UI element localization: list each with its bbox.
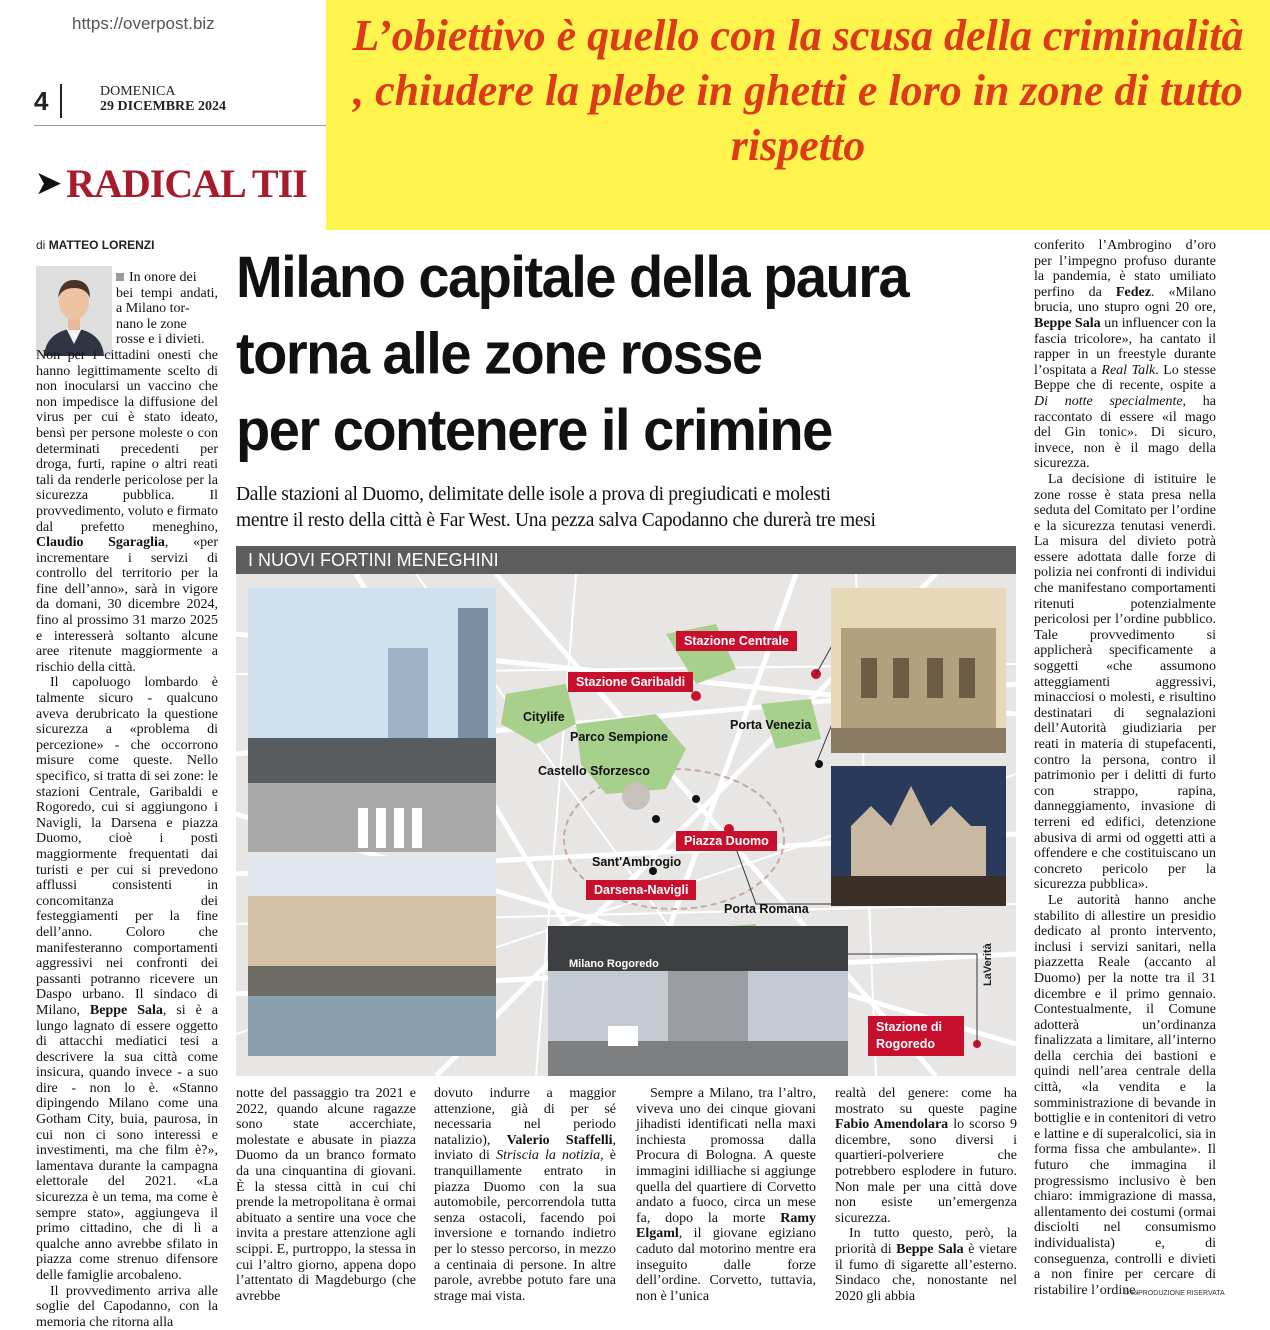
place-citylife: Citylife <box>523 710 565 724</box>
section-title: ➤ RADICAL TII <box>36 161 307 206</box>
photo-piazza-duomo <box>831 766 1006 906</box>
section-arrow-icon: ➤ <box>36 167 61 200</box>
photo-stazione-rogoredo <box>548 926 848 1076</box>
article-column-2: notte del passaggio tra 2021 e 2022, quando alcune ragazze sono state accerchiate, molestate e abusate in piazza Duomo da un branco formato da una cinquantina di giovani. È la stessa città in cui chi prende la metropolitana è ormai abituato a sentire una voce che invita a prestare attenzione agli scippi. E, purtroppo, la stessa in cui l’altro giorno, appena dopo l’attentato di Magdeburgo (che avrebbe <box>236 1086 416 1304</box>
place-castello-sforzesco: Castello Sforzesco <box>538 764 650 778</box>
photo-stazione-garibaldi <box>248 588 496 852</box>
graphic-title: I NUOVI FORTINI MENEGHINI <box>236 546 1016 574</box>
article-column-4: Sempre a Milano, tra l’altro, viveva uno dei cinque giovani jihadisti identificati nella maxi inchiesta promossa dalla Procura di Bologna. A queste immagini idilliache si aggiunge quella del quartiere di Corvetto andato a fuoco, circa un mese fa, dopo la morte Ramy Elgaml, il giovane egiziano caduto dal motorino mentre era inseguito dalle forze dell’ordine. Corvetto, tuttavia, non è l’unica <box>636 1086 817 1304</box>
photo-stazione-centrale <box>831 588 1006 753</box>
lead-square-icon <box>116 273 124 281</box>
article-column-6: conferito l’Ambrogino d’oro per l’impegno profuso durante la pandemia, è stato umiliato perfino da Fedez. «Milano brucia, uno stupro ogni 20 ore, Beppe Sala un influencer con la fascia tricolore», ha cantato il rapper in un freestyle durante l’ospitata a Real Talk. Lo stesse Beppe che di recente, ospite a Di notte specialmente, ha raccontato di essere «il mago del Gin tonic». Di sicuro, invece, non è il mago della sicurezza. La decisione di istituire le zone rosse è stata presa nella seduta del Comitato per l’ordine e la sicurezza tenutasi venerdì. La misura del divieto potrà essere adottata dalle forze di polizia nei confronti di individui che manifestano comportamenti ritenuti potenzialmente pericolosi per l’ordine pubblico. Tale provvedimento si applicherà specificamente a soggetti «che assumono atteggiamenti aggressivi, minacciosi o molesti, e risultino destinatari di segnalazioni dell’Autorità giudiziaria per reati in materia di stupefacenti, contro la persona, contro il patrimonio per i delitti di furto con strappo, rapina, danneggiamento, invasione di terreni ed edifici, detenzione abusiva di armi od oggetti atti a offendere e che costituiscano un concreto pericolo per la sicurezza pubblica». Le autorità hanno anche stabilito di allestire un presidio dedicato al pronto intervento, inclusi i servizi sanitari, nella piazzetta Reale (accanto al Duomo) per la notte tra il 31 dicembre e il primo gennaio. Contestualmente, il Comune adotterà un’ordinanza finalizzata a limitare, all’interno della cerchia dei bastioni e quindi nell’area centrale della città, «la vendita e la somministrazione di bevande in bottiglie e in contenitori di vetro e lattine e di superalcolici, sia in forma fissa che ambulante». Il futuro che immagina il progressismo inclusivo è ben chiaro: immigrazione di massa, allentamento dei costumi (ormai disciolti nel consumismo individualista) e, di conseguenza, controlli e divieti a non finire per cercare di ristabilire l’ordine. <box>1034 238 1217 1298</box>
subheadline: Dalle stazioni al Duomo, delimitate delle isole a prova di pregiudicati e molesti mentre il resto della città è Far West. Una pezza salva Capodanno che durerà tre mesi <box>236 484 876 531</box>
zone-stazione-garibaldi: Stazione Garibaldi <box>568 672 693 692</box>
paragraph: Il provvedimento arriva alle soglie del Capodanno, con la memoria che ritorna alla <box>36 1283 218 1330</box>
page-divider <box>60 84 62 118</box>
date-full: 29 DICEMBRE 2024 <box>100 99 227 114</box>
photo-darsena <box>248 856 496 1056</box>
headline: Milano capitale della paura torna alle zone rosse per contenere il crimine <box>236 243 909 463</box>
source-url[interactable]: https://overpost.biz <box>72 14 215 33</box>
date-day: DOMENICA <box>100 84 176 99</box>
place-porta-romana: Porta Romana <box>724 902 809 916</box>
place-parco-sempione: Parco Sempione <box>570 730 668 744</box>
station-sign: Milano Rogoredo <box>569 958 659 970</box>
zone-darsena-navigli: Darsena-Navigli <box>586 880 696 900</box>
article-column-3: dovuto indurre a maggior attenzione, già di per sé necessaria nel periodo natalizio), Valerio Staffelli, inviato di Striscia la notizia, è tranquillamente entrato in piazza Duomo con la sua automobile, percorrendola tutta senza ostacoli, facendo poi inversione e tornando indietro per lo stesso percorso, in mezzo a centinaia di persone. In altre parole, avrebbe potuto fare una strage mai vista. <box>434 1086 616 1304</box>
place-porta-venezia: Porta Venezia <box>730 718 812 732</box>
overlay-comment: L’obiettivo è quello con la scusa della criminalità , chiudere la plebe in ghetti e loro in zone di tutto rispetto <box>352 11 1244 170</box>
brand-logo: LaVerità <box>982 943 994 986</box>
lead-paragraph: In onore dei bei tempi andati, a Milano tor- nano le zone rosse e i divieti. Non per i cittadini onesti che hanno legittimamente scelto di non inocularsi un vaccino che non impedisce la diffusione del virus per cui è stato ideato, bensì per persone moleste o con determinati precedenti per droga, furti, rapine o altri reati tali da renderle pericolose per la sicurezza pubblica. Il provvedimento, voluto e firmato dal prefetto meneghino, Claudio Sgaraglia, «per incrementare i servizi di controllo del territorio per la fine dell’anno», sarà in vigore da domani, 30 dicembre 2024, fino al prossimo 31 marzo 2025 e interesserà soltanto alcune aree ritenute maggiormente a rischio della città. <box>36 270 218 675</box>
byline-author: MATTEO LORENZI <box>48 238 155 252</box>
page-number: 4 <box>34 86 49 116</box>
header-rule <box>34 125 330 126</box>
byline: di MATTEO LORENZI <box>36 238 155 252</box>
zone-stazione-rogoredo: Stazione di Rogoredo <box>868 1016 964 1056</box>
place-santambrogio: Sant'Ambrogio <box>592 855 682 869</box>
overlay-comment-box <box>326 0 1270 230</box>
zone-stazione-centrale: Stazione Centrale <box>676 631 797 651</box>
map-graphic <box>236 546 1016 1076</box>
issue-date <box>100 84 226 114</box>
article-column-1 <box>36 270 218 1330</box>
article-column-5: realtà del genere: come ha mostrato su queste pagine Fabio Amendolara lo scorso 9 dicembre, sono diversi i quartieri-polveriere che potrebbero esplodere in futuro. Non male per una città dove non esiste un’emergenza sicurezza. In tutto questo, però, la priorità di Beppe Sala è vietare il fumo di sigarette all’esterno. Sindaco che, nonostante nel 2020 gli abbia <box>835 1086 1017 1304</box>
paragraph: Il capoluogo lombardo è talmente sicuro - qualcuno aveva derubricato la questione sicurezza a «problema di percezione» - che occorrono misure come queste. Nello specifico, si tratta di sei zone: le stazioni Centrale, Garibaldi e Rogoredo, cui si aggiungono i Navigli, la Darsena e piazza Duomo, cioè i posti maggiormente frequentati dai turisti e per cui si prevedono afflussi consistenti in concomitanza dei festeggiamenti per la fine dell’anno. Coloro che manifesteranno comportamenti aggressivi nei confronti dei passanti potranno ricevere un Daspo urbano. Il sindaco di Milano, Beppe Sala, si è a lungo lagnato di essere oggetto di attacchi mediatici tesi a descrivere la sua città come insicura, quando invece - a suo dire - non lo è. «Stanno dipingendo Milano come una Gotham City, buia, paurosa, in cui non ci sono interessi e investimenti, ma che film è?», lamentava durante la campagna elettorale del 2021. «La sicurezza è un tema, ma come è sempre stato», aggiungeva il primo cittadino, che di lì a qualche anno avrebbe sfilato in piazza come strenuo difensore delle famiglie arcobaleno. <box>36 675 218 1283</box>
zone-piazza-duomo: Piazza Duomo <box>676 831 777 851</box>
rights-notice: © RIPRODUZIONE RISERVATA <box>1124 1290 1225 1297</box>
